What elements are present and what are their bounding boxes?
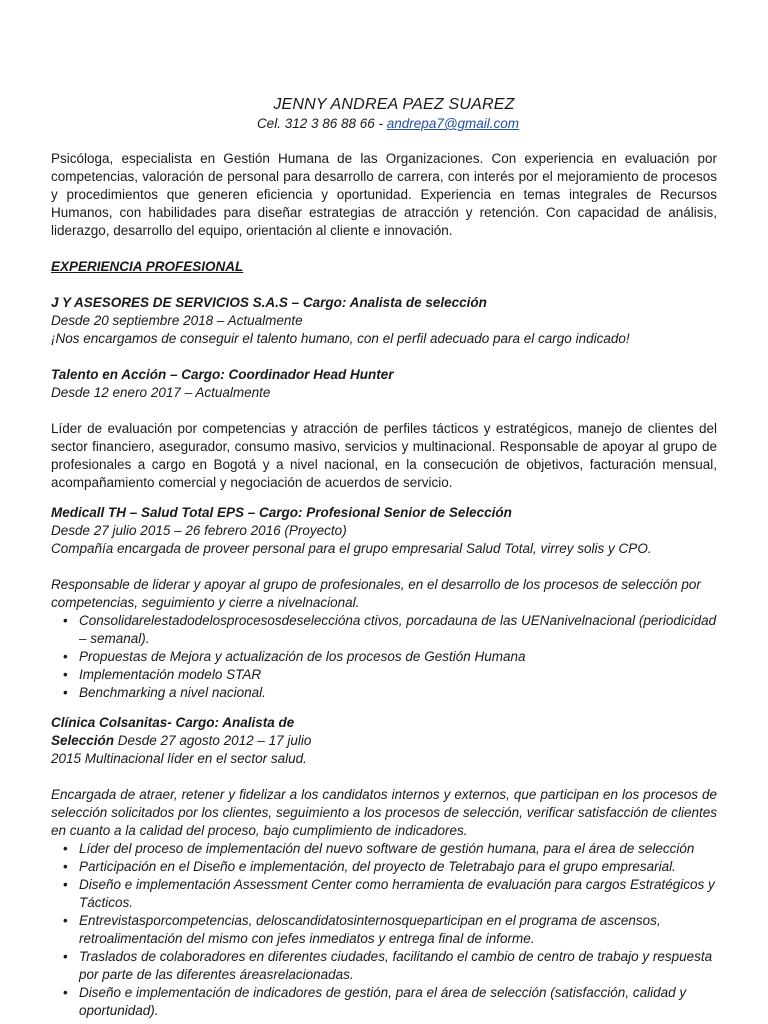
- job-title-colsanitas: [51, 714, 717, 768]
- job-title-talento-accion: Talento en Acción – Cargo: Coordinador Head Hunter: [51, 367, 394, 382]
- bullet-list: [51, 612, 717, 702]
- list-item: • Diseño e implementación de indicadores de gestión, para el área de selección (satisfacción, calidad y oportunidad).: [63, 984, 717, 1020]
- job-dates: Desde 27 agosto 2012 – 17 julio: [114, 733, 312, 748]
- job-title-medicall: Medicall TH – Salud Total EPS – Cargo: Profesional Senior de Selección: [51, 505, 512, 520]
- job-dates: Desde 20 septiembre 2018 – Actualmente: [51, 313, 303, 328]
- job-title-jy-asesores: J Y ASESORES DE SERVICIOS S.A.S – Cargo: Analista de selección: [51, 295, 487, 310]
- profile-summary: Psicóloga, especialista en Gestión Humana de las Organizaciones. Con experiencia en evaluación por competencias, valoración de personal para desarrollo de carrera, con interés por el mejoramiento de procesos y procedimientos que generen eficiencia y oportunidad. Experiencia en temas integrales de Recursos Humanos, con habilidades para diseñar estrategias de atracción y retención. Con capacidad de análisis, liderazgo, desarrollo del equipo, orientación al cliente e innovación.: [51, 151, 717, 238]
- list-item: • Propuestas de Mejora y actualización de los procesos de Gestión Humana: [63, 648, 717, 666]
- list-item: • Implementación modelo STAR: [63, 666, 717, 684]
- job-dates: Desde 27 julio 2015 – 26 febrero 2016 (Proyecto): [51, 523, 347, 538]
- bullet-list: [51, 840, 717, 1020]
- list-item: • Participación en el Diseño e implementación, del proyecto de Teletrabajo para el grupo empresarial.: [63, 858, 717, 876]
- job-description: ¡Nos encargamos de conseguir el talento humano, con el perfil adecuado para el cargo indicado!: [51, 331, 630, 346]
- job-title-line: Clínica Colsanitas- Cargo: Analista de: [51, 715, 295, 730]
- list-item: • Entrevistasporcompetencias, deloscandidatosinternosqueparticipan en el programa de ascensos, retroalimentación del mismo con jefes inmediatos y entrega final de informe.: [63, 912, 717, 948]
- candidate-name: JENNY ANDREA PAEZ SUAREZ: [273, 96, 515, 113]
- email-link[interactable]: andrepa7@gmail.com: [386, 116, 520, 131]
- resume-body: [51, 150, 717, 1020]
- company-description: Compañía encargada de proveer personal para el grupo empresarial Salud Total, virrey solis y CPO.: [51, 541, 652, 556]
- job-title-line-2: [51, 732, 717, 750]
- list-item: • Traslados de colaboradores en diferentes ciudades, facilitando el cambio de centro de trabajo y respuesta por parte de las diferentes áreasrelacionadas.: [63, 948, 717, 984]
- list-item: • Líder del proceso de implementación del nuevo software de gestión humana, para el área de selección: [63, 840, 717, 858]
- list-item: • Diseño e implementación Assessment Center como herramienta de evaluación para cargos Estratégicos y Tácticos.: [63, 876, 717, 912]
- job-description: Encargada de atraer, retener y fidelizar a los candidatos internos y externos, que participan en los procesos de selección solicitados por los clientes, seguimiento a los procesos de selección, verificar satisfacción de clientes en cuanto a la calidad del proceso, bajo cumplimiento de indicadores.: [51, 787, 717, 838]
- job-description: Líder de evaluación por competencias y atracción de perfiles tácticos y estratégicos, manejo de clientes del sector financiero, asegurador, consumo masivo, servicios y multinacional. Responsable de apoyar al grupo de profesionales a cargo en Bogotá y a nivel nacional, en la consecución de objetivos, facturación mensual, acompañamiento comercial y negociación de acuerdos de servicio.: [51, 421, 717, 490]
- list-item: • Benchmarking a nivel nacional.: [63, 684, 717, 702]
- list-item: • Consolidarelestadodelosprocesosdeseleccióna ctivos, porcadauna de las UENanivelnacional (periodicidad – semanal).: [63, 612, 717, 648]
- job-dates: Desde 12 enero 2017 – Actualmente: [51, 385, 271, 400]
- job-dates-cont: 2015 Multinacional líder en el sector salud.: [51, 751, 307, 766]
- job-title-word: Selección: [51, 733, 115, 748]
- phone-text: Cel. 312 3 86 88 66 -: [256, 116, 387, 131]
- contact-line: [0, 116, 768, 131]
- section-title-experience: EXPERIENCIA PROFESIONAL: [51, 259, 244, 274]
- job-description: Responsable de liderar y apoyar al grupo de profesionales, en el desarrollo de los procesos de selección por competencias, seguimiento y cierre a nivelnacional.: [51, 577, 701, 610]
